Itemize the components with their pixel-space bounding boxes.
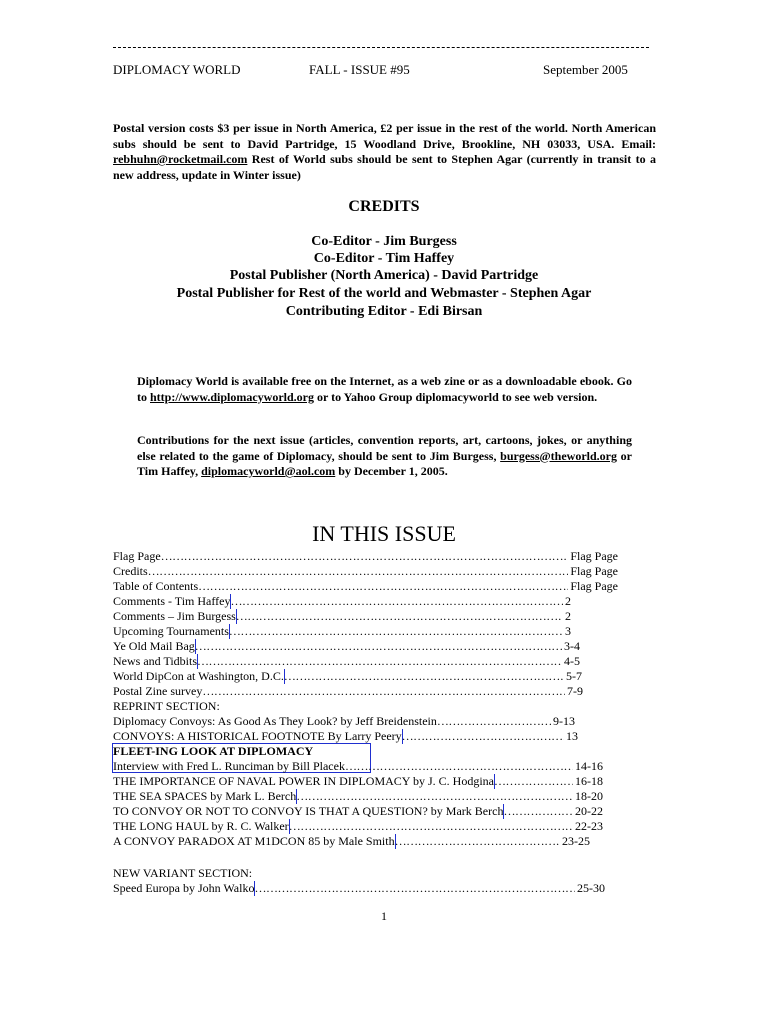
toc-entry-link[interactable] bbox=[113, 714, 575, 729]
toc-leader bbox=[195, 639, 562, 654]
postal-text-2: Rest of World subs should be sent to Stephen Agar (currently in transit to a new address, update in Winter issue) bbox=[113, 152, 656, 182]
toc-entry-page: 7-9 bbox=[567, 684, 583, 698]
toc-entry-link[interactable] bbox=[113, 594, 571, 609]
toc-entry-title[interactable]: TO CONVOY OR NOT TO CONVOY IS THAT A QUESTION? by Mark Berch bbox=[113, 804, 504, 818]
fleet-ing-heading[interactable]: FLEET-ING LOOK AT DIPLOMACY bbox=[113, 744, 314, 758]
toc-leader bbox=[202, 684, 565, 699]
toc-leader bbox=[503, 804, 573, 819]
toc-entry-link[interactable] bbox=[113, 789, 603, 804]
toc-entry-title: Table of Contents bbox=[113, 579, 199, 593]
toc-entry-page: 22-23 bbox=[575, 819, 603, 833]
toc-entry-link[interactable] bbox=[113, 819, 603, 834]
toc-entry-page: 5-7 bbox=[566, 669, 582, 683]
issue-label: FALL - ISSUE #95 bbox=[309, 62, 410, 77]
toc-entry-page: Flag Page bbox=[570, 579, 618, 593]
contributions-paragraph bbox=[137, 433, 632, 480]
page-number: 1 bbox=[381, 909, 387, 923]
toc-leader bbox=[197, 654, 562, 669]
toc-entry-page: 20-22 bbox=[575, 804, 603, 818]
toc-entry-title[interactable]: Diplomacy Convoys: As Good As They Look? by Jeff Breidenstein bbox=[113, 714, 437, 728]
contributions-text-3: by December 1, 2005. bbox=[335, 464, 448, 478]
credit-line: Postal Publisher for Rest of the world and Webmaster - Stephen Agar bbox=[176, 286, 592, 301]
toc-entry-link[interactable] bbox=[113, 639, 580, 654]
toc-entry bbox=[113, 564, 618, 579]
toc-entry-title: Postal Zine survey bbox=[113, 684, 203, 698]
toc-entry-page: 4-5 bbox=[564, 654, 580, 668]
postal-email-link[interactable]: rebhuhn@rocketmail.com bbox=[113, 152, 248, 166]
toc-entry-page: 23-25 bbox=[562, 834, 590, 848]
toc-entry bbox=[113, 684, 583, 699]
toc-leader bbox=[402, 729, 564, 744]
toc-entry-link[interactable] bbox=[113, 669, 582, 684]
publication-name: DIPLOMACY WORLD bbox=[113, 62, 241, 77]
toc-leader bbox=[229, 624, 563, 639]
toc-leader bbox=[198, 579, 568, 594]
toc-entry-link[interactable] bbox=[113, 881, 605, 896]
toc-entry-page: 25-30 bbox=[577, 881, 605, 895]
toc-entry-page: 13 bbox=[566, 729, 578, 743]
credits-heading: CREDITS bbox=[348, 198, 420, 215]
toc-entry-title[interactable]: THE LONG HAUL by R. C. Walker bbox=[113, 819, 289, 833]
toc-entry bbox=[113, 549, 618, 564]
toc-leader bbox=[236, 609, 563, 624]
toc-entry-page: 3-4 bbox=[564, 639, 580, 653]
header-rule bbox=[113, 47, 649, 48]
credit-line: Co-Editor - Jim Burgess bbox=[311, 234, 457, 249]
toc-entry-link[interactable] bbox=[113, 804, 603, 819]
issue-date: September 2005 bbox=[543, 62, 628, 77]
availability-text-2: or to Yahoo Group diplomacyworld to see web version. bbox=[314, 389, 598, 404]
toc-leader bbox=[494, 774, 573, 789]
toc-leader bbox=[395, 834, 560, 849]
toc-entry-link[interactable] bbox=[113, 729, 578, 744]
toc-leader bbox=[437, 714, 551, 729]
toc-entry-title[interactable]: Comments - Tim Haffey bbox=[113, 594, 231, 608]
toc-leader bbox=[345, 759, 573, 774]
new-variant-section-heading: NEW VARIANT SECTION: bbox=[113, 866, 253, 880]
haffey-email-link[interactable]: diplomacyworld@aol.com bbox=[201, 464, 336, 478]
toc-entry-page: 9-13 bbox=[553, 714, 575, 728]
toc-leader bbox=[161, 549, 569, 564]
toc-entry-link[interactable] bbox=[113, 654, 580, 669]
postal-text-1: Postal version costs $3 per issue in North America, £2 per issue in the rest of the world. North American subs should be sent to David Partridge, 15 Woodland Drive, Brookline, NH 03033, USA. Email: bbox=[113, 121, 656, 151]
credit-line: Postal Publisher (North America) - David Partridge bbox=[229, 268, 539, 283]
toc-entry-page: Flag Page bbox=[570, 549, 618, 563]
availability-text-1: Diplomacy World is available free on the Internet, as a web zine or as a downloadable ebook. Go to bbox=[137, 374, 632, 404]
toc-entry-link[interactable] bbox=[113, 834, 590, 849]
toc-leader bbox=[289, 819, 573, 834]
toc-entry-title[interactable]: Comments – Jim Burgess bbox=[113, 609, 236, 623]
toc-entry-link[interactable] bbox=[113, 759, 603, 774]
toc-entry-page: 2 bbox=[565, 609, 571, 623]
toc-entry-title[interactable]: News and Tidbits bbox=[113, 654, 198, 668]
toc-entry-title: Credits bbox=[113, 564, 148, 578]
toc-leader bbox=[230, 594, 563, 609]
toc-entry-page: 14-16 bbox=[575, 759, 603, 773]
contributions-text-1: Contributions for the next issue (articles, convention reports, art, cartoons, jokes, or anything else related to the game of Diplomacy, should be sent to Jim Burgess, bbox=[137, 433, 632, 463]
toc-entry-page: 3 bbox=[565, 624, 571, 638]
reprint-section-heading: REPRINT SECTION: bbox=[113, 699, 220, 713]
burgess-email-link[interactable]: burgess@theworld.org bbox=[500, 448, 617, 463]
toc-entry-title[interactable]: World DipCon at Washington, D.C. bbox=[113, 669, 284, 683]
website-link[interactable]: http://www.diplomacyworld.org bbox=[150, 389, 315, 404]
toc-entry-title[interactable]: THE SEA SPACES by Mark L. Berch bbox=[113, 789, 297, 803]
toc-leader bbox=[254, 881, 575, 896]
toc-entry-link[interactable] bbox=[113, 609, 571, 624]
toc-entry-page: 16-18 bbox=[575, 774, 603, 788]
toc-entry-page: 18-20 bbox=[575, 789, 603, 803]
toc-leader bbox=[148, 564, 569, 579]
toc-entry-link[interactable] bbox=[113, 624, 571, 639]
toc-leader bbox=[296, 789, 573, 804]
toc-leader bbox=[284, 669, 564, 684]
toc-entry-title[interactable]: CONVOYS: A HISTORICAL FOOTNOTE By Larry Peery bbox=[113, 729, 402, 743]
toc-heading: IN THIS ISSUE bbox=[312, 521, 456, 546]
toc-entry-title[interactable]: Interview with Fred L. Runciman by Bill Placek bbox=[113, 759, 345, 773]
toc-entry-title[interactable]: Speed Europa by John Walko bbox=[113, 881, 255, 895]
toc-entry-page: Flag Page bbox=[570, 564, 618, 578]
availability-paragraph bbox=[137, 374, 632, 405]
toc-entry-title[interactable]: THE IMPORTANCE OF NAVAL POWER IN DIPLOMACY by J. C. Hodgina bbox=[113, 774, 494, 788]
toc-entry-link[interactable] bbox=[113, 774, 603, 789]
contributions-text-2: or Tim Haffey, bbox=[137, 448, 633, 478]
toc-entry-title[interactable]: A CONVOY PARADOX AT M1DCON 85 by Male Smith bbox=[113, 834, 395, 848]
postal-info bbox=[113, 121, 656, 183]
credit-line: Contributing Editor - Edi Birsan bbox=[285, 304, 483, 319]
toc-entry-title: Flag Page bbox=[113, 549, 161, 563]
toc-entry-title[interactable]: Ye Old Mail Bag bbox=[113, 639, 195, 653]
credit-line: Co-Editor - Tim Haffey bbox=[313, 251, 455, 266]
toc-entry-page: 2 bbox=[565, 594, 571, 608]
toc-entry-title[interactable]: Upcoming Tournaments bbox=[113, 624, 229, 638]
toc-entry bbox=[113, 579, 618, 594]
